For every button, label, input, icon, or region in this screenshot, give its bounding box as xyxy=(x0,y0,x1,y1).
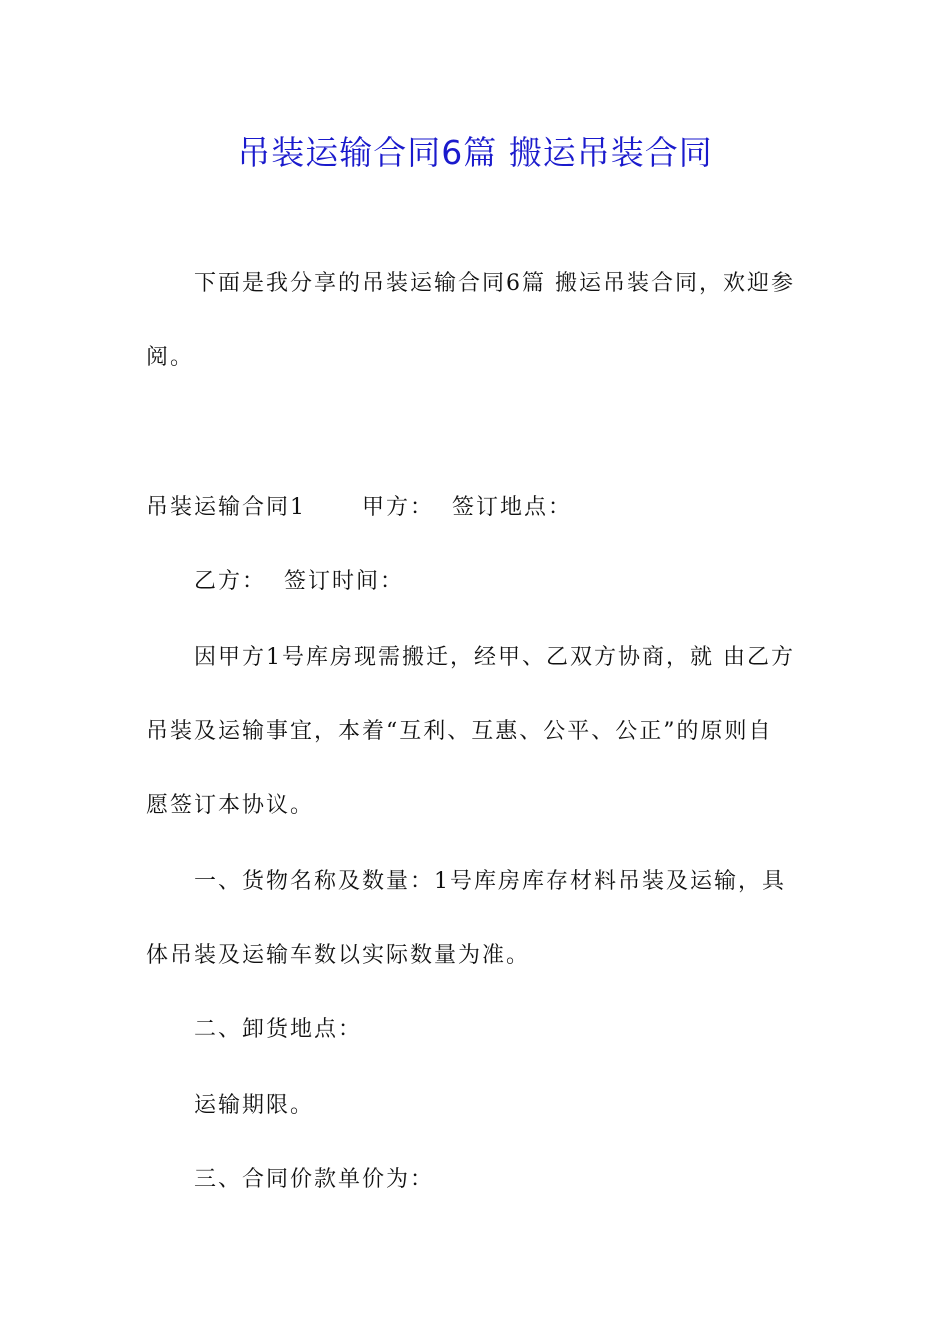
item2-line: 二、卸货地点： xyxy=(194,1017,363,1042)
sign-place-label: 签订地点： xyxy=(452,495,573,520)
contract-header-line xyxy=(146,488,810,528)
para1-line-1: 因甲方1号库房现需搬迁，经甲、乙双方协商，就 由乙方 xyxy=(194,645,795,670)
para1-line-2: 吊装及运输事宜，本着“互利、互惠、公平、公正”的原则自 xyxy=(146,719,773,744)
intro-line-2: 阅。 xyxy=(146,345,195,370)
item1-line-2: 体吊装及运输车数以实际数量为准。 xyxy=(146,943,531,968)
document-title: 吊装运输合同6篇 搬运吊装合同 xyxy=(237,133,713,172)
item3-line: 三、合同价款单价为： xyxy=(194,1167,435,1192)
intro-line-1: 下面是我分享的吊装运输合同6篇 搬运吊装合同，欢迎参 xyxy=(194,271,795,296)
sign-time-label: 签订时间： xyxy=(284,569,405,594)
para1-line-3: 愿签订本协议。 xyxy=(146,793,315,818)
party-b-line xyxy=(194,562,810,602)
party-b-label: 乙方： xyxy=(194,569,267,594)
item1-line-1: 一、货物名称及数量：1号库房库存材料吊装及运输，具 xyxy=(194,869,786,894)
party-a-label: 甲方： xyxy=(362,495,435,520)
item2-sub-line: 运输期限。 xyxy=(194,1093,315,1118)
contract-heading: 吊装运输合同1 xyxy=(146,495,306,520)
